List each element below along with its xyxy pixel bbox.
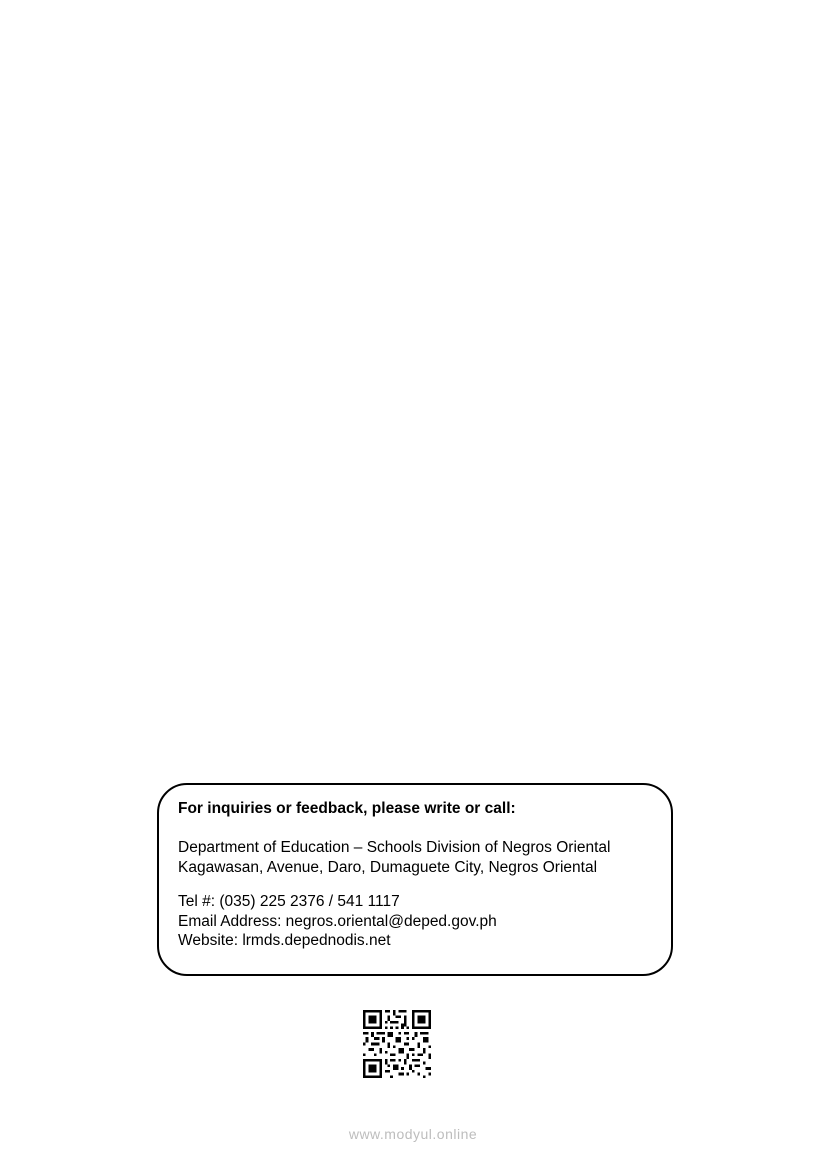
contact-info-box [157, 783, 673, 976]
qr-code-icon [363, 1010, 431, 1078]
organization-block [178, 838, 653, 877]
telephone-number: Tel #: (035) 225 2376 / 541 1117 [178, 893, 400, 910]
organization-address: Kagawasan, Avenue, Daro, Dumaguete City, Negros Oriental [178, 858, 598, 876]
organization-name: Department of Education – Schools Division of Negros Oriental [178, 839, 611, 856]
email-address: Email Address: negros.oriental@deped.gov.ph [178, 912, 497, 930]
watermark-url: www.modyul.online [348, 1126, 478, 1142]
website-address: Website: lrmds.depednodis.net [178, 932, 391, 949]
contact-details-block [178, 892, 653, 951]
contact-heading: For inquiries or feedback, please write or call: [178, 800, 516, 817]
